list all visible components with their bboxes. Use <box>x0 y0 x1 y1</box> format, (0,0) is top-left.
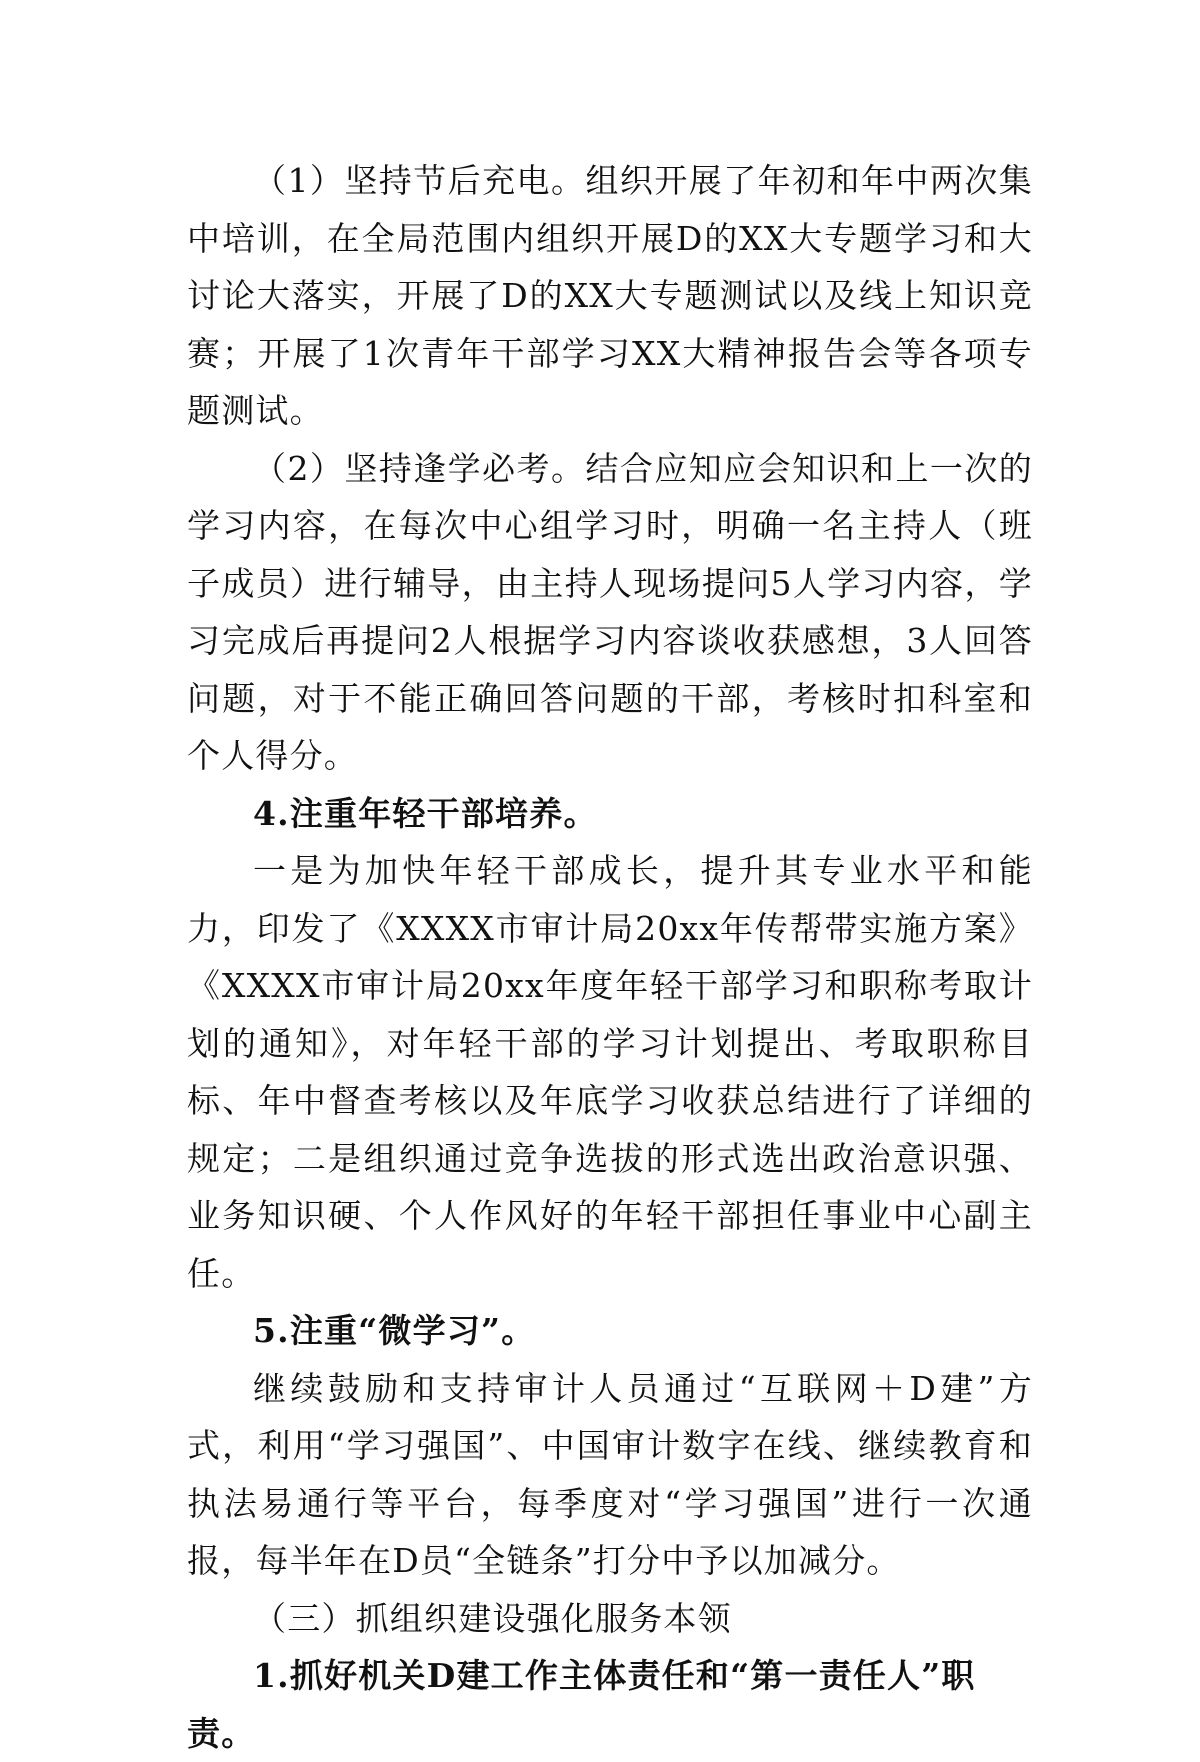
heading-micro-learning: 5.注重“微学习”。 <box>253 1311 536 1350</box>
paragraph-training: （1）坚持节后充电。组织开展了年初和年中两次集中培训，在全局范围内组织开展D的XX大专题学习和大讨论大落实，开展了D的XX大专题测试以及线上知识竞赛；开展了1次青年干部学习XX大精神报告会等各项专题测试。 <box>187 161 1033 430</box>
paragraph-micro-learning: 继续鼓励和支持审计人员通过“互联网＋D建”方式，利用“学习强国”、中国审计数字在线、继续教育和执法易通行等平台，每季度对“学习强国”进行一次通报，每半年在D员“全链条”打分中予以加减分。 <box>187 1368 1033 1580</box>
heading-young-cadres: 4.注重年轻干部培养。 <box>253 793 598 833</box>
section-heading-organization: （三）抓组织建设强化服务本领 <box>253 1598 732 1638</box>
paragraph-young-cadres: 一是为加快年轻干部成长，提升其专业水平和能力，印发了《XXXX市审计局20xx年传帮带实施方案》《XXXX市审计局20xx年度年轻干部学习和职称考取计划的通知》，对年轻干部的学习计划提出、考取职称目标、年中督查考核以及年底学习收获总结进行了详细的规定；二是组织通过竞争选拔的形式选出政治意识强、业务知识硬、个人作风好的年轻干部担任事业中心副主任。 <box>187 851 1033 1293</box>
document-body <box>187 152 1033 1762</box>
heading-responsibility: 1.抓好机关D建工作主体责任和“第一责任人”职责。 <box>187 1656 976 1753</box>
paragraph-exam: （2）坚持逢学必考。结合应知应会知识和上一次的学习内容，在每次中心组学习时，明确一名主持人（班子成员）进行辅导，由主持人现场提问5人学习内容，学习完成后再提问2人根据学习内容谈收获感想，3人回答问题，对于不能正确回答问题的干部，考核时扣科室和个人得分。 <box>187 448 1033 775</box>
